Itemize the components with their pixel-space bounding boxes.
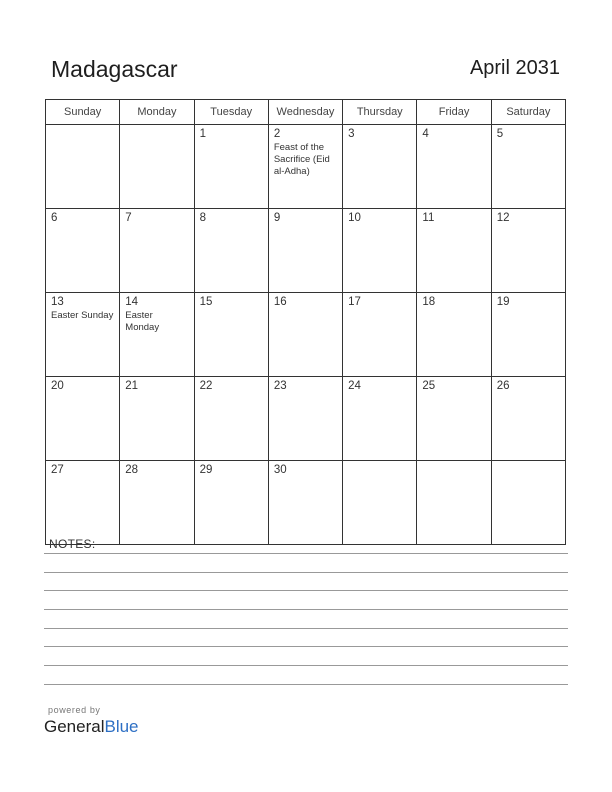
note-line	[44, 572, 568, 573]
calendar-grid	[45, 99, 566, 545]
holiday-label: Easter Monday	[125, 310, 160, 333]
day-number: 22	[199, 380, 213, 392]
day-number: 2	[273, 128, 281, 140]
day-cell	[46, 293, 120, 377]
day-cell	[268, 209, 342, 293]
day-cell	[417, 377, 491, 461]
note-line	[44, 628, 568, 629]
holiday-label: Feast of the Sacrifice (Eid al-Adha)	[273, 142, 330, 177]
day-cell	[194, 209, 268, 293]
day-number: 3	[348, 128, 355, 140]
powered-by-text: powered by	[48, 705, 101, 715]
week-row	[46, 377, 566, 461]
weekday-header-row	[46, 100, 566, 125]
weekday-header: Tuesday	[194, 100, 268, 125]
weekday-header: Wednesday	[268, 100, 342, 125]
day-cell	[120, 293, 194, 377]
calendar-month-title: April 2031	[469, 57, 560, 79]
notes-label: NOTES:	[49, 537, 96, 551]
weekday-header: Saturday	[491, 100, 565, 125]
note-line	[44, 684, 568, 685]
day-number: 29	[199, 464, 213, 476]
day-number: 26	[496, 380, 510, 392]
generalblue-logo[interactable]	[44, 717, 139, 737]
week-row	[46, 209, 566, 293]
day-cell	[46, 461, 120, 545]
day-number: 9	[273, 212, 281, 224]
note-line	[44, 646, 568, 647]
empty-day-cell	[417, 461, 491, 545]
day-number: 5	[496, 128, 504, 140]
day-number: 8	[199, 212, 206, 224]
day-number: 21	[125, 380, 139, 392]
weekday-header: Thursday	[343, 100, 417, 125]
day-number: 7	[125, 212, 132, 224]
week-row	[46, 293, 566, 377]
day-number: 25	[422, 380, 436, 392]
day-number: 1	[199, 128, 206, 140]
day-number: 6	[51, 212, 58, 224]
day-number: 30	[273, 464, 287, 476]
weekday-header: Monday	[120, 100, 194, 125]
day-cell	[417, 209, 491, 293]
day-number: 27	[51, 464, 64, 476]
day-cell	[194, 125, 268, 209]
logo-general-text: General	[44, 717, 105, 736]
day-number: 11	[422, 212, 435, 224]
day-cell	[194, 461, 268, 545]
day-number: 4	[422, 128, 429, 140]
day-cell	[343, 209, 417, 293]
day-number: 10	[348, 212, 361, 224]
holiday-label: Easter Sunday	[51, 310, 114, 321]
weekday-header: Sunday	[46, 100, 120, 125]
day-cell	[46, 377, 120, 461]
day-number: 20	[51, 380, 64, 392]
empty-day-cell	[343, 461, 417, 545]
day-cell	[491, 293, 565, 377]
day-cell	[194, 377, 268, 461]
day-number: 12	[496, 212, 510, 224]
empty-day-cell	[120, 125, 194, 209]
day-number: 18	[422, 296, 436, 308]
day-cell	[194, 293, 268, 377]
day-number: 16	[273, 296, 287, 308]
day-number: 17	[348, 296, 361, 308]
day-cell	[343, 377, 417, 461]
note-line	[44, 590, 568, 591]
day-cell	[491, 377, 565, 461]
day-number: 14	[125, 296, 139, 308]
empty-day-cell	[46, 125, 120, 209]
day-cell	[491, 209, 565, 293]
day-cell	[417, 293, 491, 377]
day-cell	[120, 461, 194, 545]
note-line	[44, 665, 568, 666]
day-number: 28	[125, 464, 139, 476]
empty-day-cell	[491, 461, 565, 545]
logo-blue-text: Blue	[104, 717, 139, 736]
day-number: 15	[199, 296, 213, 308]
day-cell	[268, 125, 342, 209]
day-cell	[268, 293, 342, 377]
week-row	[46, 125, 566, 209]
day-cell	[268, 377, 342, 461]
day-number: 23	[273, 380, 287, 392]
day-cell	[120, 377, 194, 461]
day-cell	[120, 209, 194, 293]
day-cell	[268, 461, 342, 545]
day-cell	[343, 293, 417, 377]
day-number: 19	[496, 296, 510, 308]
day-number: 13	[51, 296, 64, 308]
day-number: 24	[348, 380, 361, 392]
note-line	[44, 609, 568, 610]
day-cell	[417, 125, 491, 209]
calendar-country-title: Madagascar	[51, 56, 178, 82]
week-row	[46, 461, 566, 545]
day-cell	[343, 125, 417, 209]
note-line	[44, 553, 568, 554]
day-cell	[491, 125, 565, 209]
day-cell	[46, 209, 120, 293]
weekday-header: Friday	[417, 100, 491, 125]
